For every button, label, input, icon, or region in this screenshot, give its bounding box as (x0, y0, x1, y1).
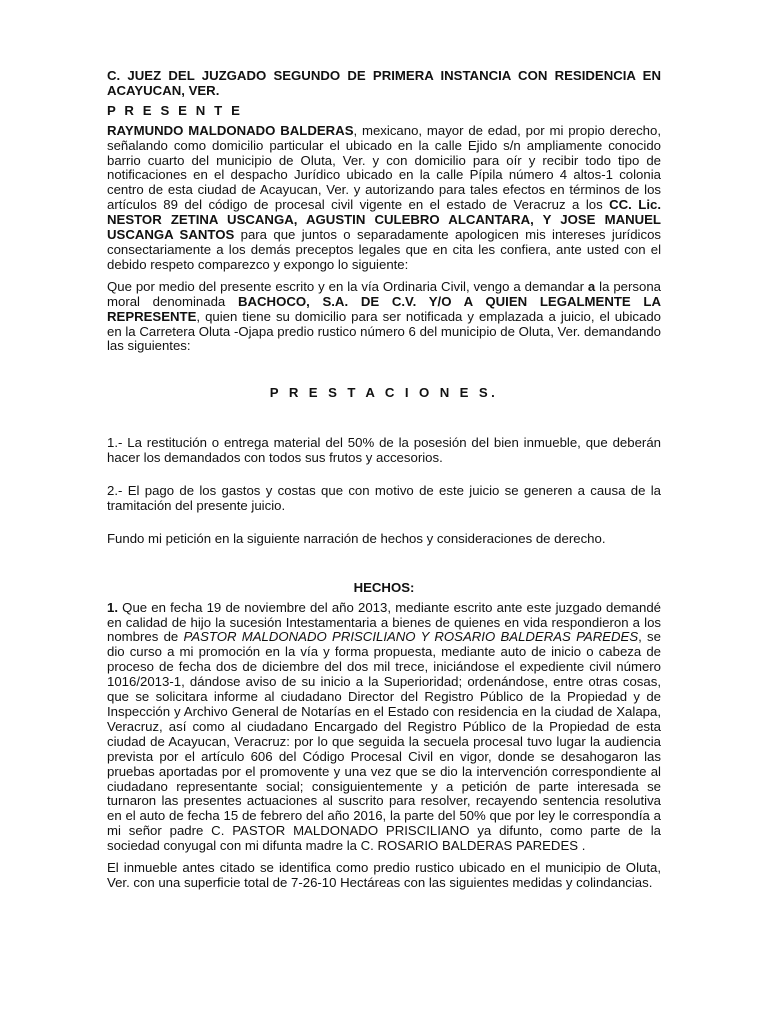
addressee-heading: C. JUEZ DEL JUZGADO SEGUNDO DE PRIMERA INSTANCIA CON RESIDENCIA EN ACAYUCAN, VER. (107, 68, 661, 98)
hecho-number: 1. (107, 599, 118, 615)
prestacion-item-1: 1.- La restitución o entrega material del 50% de la posesión del bien inmueble, que deberán hacer los demandados con todos sus frutos y accesorios. (107, 435, 661, 466)
hecho-text-2: , se dio curso a mi promoción en la vía y forma propuesta, mediante auto de inicio o cabeza de proceso de fecha dos de diciembre del dos mil trece, iniciándose el expediente civil número 1016/2013-1, dándose aviso de su inicio a la Superioridad; ordenándose, entre otras cosas, que se solicitara informe al ciudadano Director del Registro Público de la Propiedad y de Inspección y Archivo General de Notarías en el Estado con residencia en la ciudad de Xalapa, Veracruz, así como al ciudadano Encargado del Registro Público de la Propiedad de esta ciudad de Acayucan, Veracruz: por lo que seguida la secuela procesal tuvo lugar la audiencia prevista por el artículo 606 del Código Procesal Civil en vigor, donde se desahogaron las pruebas aportadas por el promovente y una vez que se dio la intervención correspondiente al ciudadano representante social; consiguientemente y a petición de parte interesada se turnaron las presentes actuaciones al suscrito para resolver, recayendo sentencia resolutiva en el auto de fecha 15 de febrero del año 2016, la parte del 50% que por ley le correspondía a mi señor padre C. PASTOR MALDONADO PRISCILIANO ya difunto, como parte de la sociedad conyugal con mi difunta madre la C. ROSARIO BALDERAS PAREDES . (107, 629, 661, 854)
hecho-text-1: Que en fecha 19 de noviembre del año 2013, mediante escrito ante este juzgado demandé en calidad de hijo la sucesión Intestamentaria a bienes de quienes en vida respondieron a los nombres de (107, 599, 661, 645)
deceased-names: PASTOR MALDONADO PRISCILIANO Y ROSARIO BALDERAS PAREDES (183, 629, 639, 645)
demand-text-1: Que por medio del presente escrito y en la vía Ordinaria Civil, vengo a demandar (107, 278, 588, 294)
intro-text-1: , mexicano, mayor de edad, por mi propio derecho, señalando como domicilio particular el ubicado en la calle Ejido s/n ampliamente conocido barrio cuarto del municipio de Oluta, Ver. y con domicilio para oír y recibir todo tipo de notificaciones en el despacho Jurídico ubicado en la calle Pípila número 4 altos-1 colonia centro de esta ciudad de Acayucan, Ver. y autorizando para tales efectos en términos de los artículos 89 del código de procesal civil vigente en el estado de Veracruz a los (107, 122, 661, 213)
demand-text-2: la persona moral denominada (107, 278, 661, 309)
prestacion-item-2: 2.- El pago de los gastos y costas que con motivo de este juicio se generen a causa de la tramitación del presente juicio. (107, 483, 661, 513)
plaintiff-name: RAYMUNDO MALDONADO BALDERAS (107, 122, 354, 138)
inmueble-paragraph: El inmueble antes citado se identifica como predio rustico ubicado en el municipio de Oluta, Ver. con una superficie total de 7-26-10 Hectáreas con las siguientes medidas y colindancias. (107, 860, 661, 890)
demand-a: a (587, 278, 596, 294)
lawyers-names: CC. Lic. NESTOR ZETINA USCANGA, AGUSTIN CULEBRO ALCANTARA, Y JOSE MANUEL USCANGA SANTOS (107, 197, 662, 243)
hechos-heading: HECHOS: (353, 579, 415, 595)
demand-paragraph (107, 280, 661, 355)
fundo-paragraph: Fundo mi petición en la siguiente narración de hechos y consideraciones de derecho. (107, 530, 606, 546)
intro-paragraph (107, 124, 661, 273)
prestaciones-heading: P R E S T A C I O N E S. (269, 385, 499, 401)
document-page (107, 69, 661, 891)
hecho-1-paragraph (107, 601, 661, 854)
intro-text-2: para que juntos o separadamente apologicen mis intereses jurídicos consectariamente a los demás preceptos legales que en cita les confiera, ante usted con el debido respeto comparezco y expongo lo siguiente: (107, 227, 661, 272)
defendant-company: BACHOCO, S.A. DE C.V. Y/O A QUIEN LEGALMENTE LA REPRESENTE (107, 293, 661, 324)
demand-text-3: , quien tiene su domicilio para ser notificada y emplazada a juicio, el ubicado en la Carretera Oluta -Ojapa predio rustico número 6 del municipio de Oluta, Ver. demandando las siguientes: (107, 308, 661, 354)
presente-heading: P R E S E N T E (107, 102, 243, 118)
